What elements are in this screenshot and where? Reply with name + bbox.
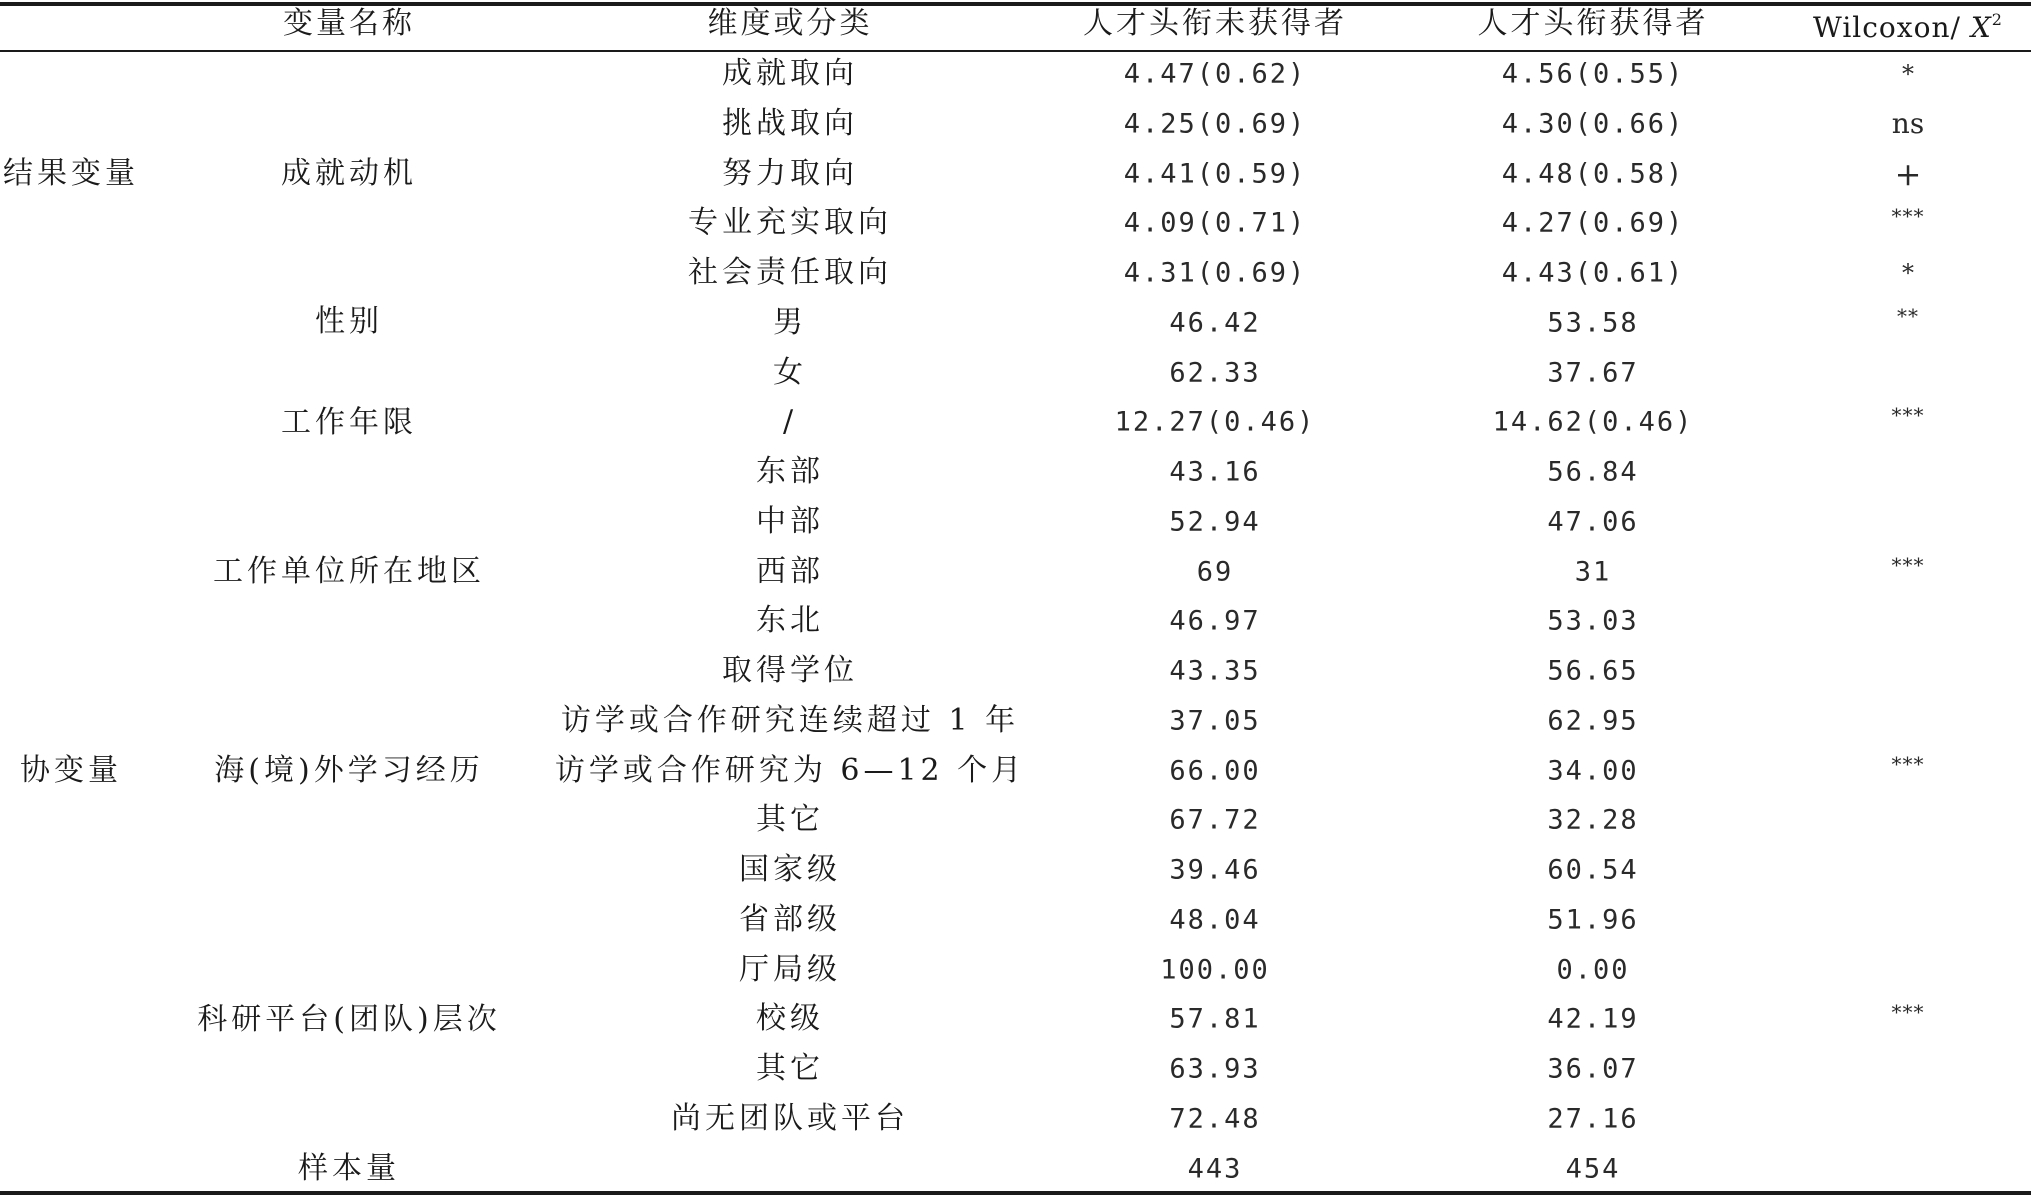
significance-cell: *** bbox=[1891, 552, 1925, 577]
obtained-cell: 60.54 bbox=[1547, 854, 1639, 886]
header-dimension: 维度或分类 bbox=[707, 6, 873, 41]
obtained-cell: 37.67 bbox=[1547, 357, 1639, 388]
significance-cell: ns bbox=[1891, 106, 1925, 140]
dimension-cell: 西部 bbox=[756, 553, 824, 589]
not-obtained-cell: 69 bbox=[1196, 556, 1234, 587]
not-obtained-cell: 43.35 bbox=[1169, 655, 1261, 687]
dimension-cell: 尚无团队或平台 bbox=[671, 1100, 909, 1136]
group-outcome: 结果变量 bbox=[3, 156, 139, 191]
not-obtained-cell: 72.48 bbox=[1169, 1103, 1261, 1135]
significance-cell: *** bbox=[1891, 751, 1925, 776]
variable-years: 工作年限 bbox=[281, 405, 417, 440]
significance-cell: *** bbox=[1891, 1000, 1925, 1025]
significance-cell: *** bbox=[1891, 403, 1925, 428]
dimension-cell: 厅局级 bbox=[739, 951, 841, 987]
not-obtained-cell: 67.72 bbox=[1169, 804, 1261, 836]
dimension-cell: 成就取向 bbox=[722, 56, 858, 91]
obtained-cell: 42.19 bbox=[1547, 1003, 1639, 1035]
dimension-cell: 访学或合作研究为 6—12 个月 bbox=[554, 752, 1026, 788]
dimension-cell: 其它 bbox=[756, 1051, 824, 1086]
obtained-cell: 32.28 bbox=[1547, 804, 1639, 836]
significance-cell: + bbox=[1894, 154, 1922, 193]
obtained-cell: 4.27(0.69) bbox=[1501, 207, 1685, 239]
header-variable: 变量名称 bbox=[283, 6, 415, 41]
significance-cell: *** bbox=[1891, 204, 1925, 229]
variable-achievement: 成就动机 bbox=[281, 156, 417, 191]
dimension-cell: 访学或合作研究连续超过 1 年 bbox=[560, 702, 1020, 738]
not-obtained-cell: 62.33 bbox=[1169, 357, 1261, 388]
dimension-cell: 取得学位 bbox=[722, 653, 858, 688]
dimension-cell: 努力取向 bbox=[722, 155, 858, 191]
obtained-cell: 4.43(0.61) bbox=[1501, 257, 1685, 289]
not-obtained-cell: 4.31(0.69) bbox=[1123, 257, 1307, 289]
table-bottom-rule bbox=[0, 1191, 2031, 1195]
not-obtained-cell: 46.97 bbox=[1169, 605, 1261, 637]
not-obtained-cell: 46.42 bbox=[1169, 307, 1261, 339]
not-obtained-cell: 39.46 bbox=[1169, 854, 1261, 886]
header-test bbox=[1813, 12, 2003, 42]
table-header-rule bbox=[0, 50, 2031, 52]
dimension-cell: 专业充实取向 bbox=[688, 205, 892, 241]
not-obtained-cell: 52.94 bbox=[1169, 506, 1261, 538]
variable-platform: 科研平台(团队)层次 bbox=[197, 1002, 501, 1037]
not-obtained-cell: 4.09(0.71) bbox=[1123, 207, 1307, 239]
group-covariate: 协变量 bbox=[20, 753, 122, 788]
not-obtained-cell: 48.04 bbox=[1169, 904, 1261, 936]
obtained-cell: 56.84 bbox=[1547, 456, 1639, 488]
obtained-cell: 4.48(0.58) bbox=[1501, 158, 1685, 189]
obtained-cell: 34.00 bbox=[1547, 755, 1639, 786]
not-obtained-cell: 63.93 bbox=[1169, 1053, 1261, 1085]
obtained-cell: 47.06 bbox=[1547, 506, 1639, 538]
dimension-cell: / bbox=[782, 404, 798, 440]
variable-overseas: 海(境)外学习经历 bbox=[214, 753, 484, 788]
header-test-label: Wilcoxon/ bbox=[1813, 11, 1961, 44]
header-not-obtained: 人才头衔未获得者 bbox=[1083, 6, 1347, 41]
not-obtained-cell: 43.16 bbox=[1169, 456, 1261, 488]
obtained-cell: 36.07 bbox=[1547, 1053, 1639, 1085]
variable-sample: 样本量 bbox=[298, 1151, 400, 1186]
header-test-sup: 2 bbox=[1991, 10, 2003, 29]
obtained-cell: 4.30(0.66) bbox=[1501, 108, 1685, 140]
obtained-cell: 4.56(0.55) bbox=[1501, 58, 1685, 90]
dimension-cell: 省部级 bbox=[739, 901, 841, 937]
significance-cell: * bbox=[1902, 259, 1914, 287]
header-test-symbol: X bbox=[1970, 11, 1992, 44]
dimension-cell: 校级 bbox=[756, 1001, 824, 1037]
not-obtained-cell: 4.25(0.69) bbox=[1123, 108, 1307, 140]
not-obtained-cell: 443 bbox=[1187, 1153, 1243, 1184]
significance-cell: ** bbox=[1897, 303, 1919, 328]
dimension-cell: 中部 bbox=[756, 503, 824, 539]
obtained-cell: 0.00 bbox=[1556, 954, 1630, 985]
obtained-cell: 454 bbox=[1565, 1153, 1621, 1184]
obtained-cell: 51.96 bbox=[1547, 904, 1639, 936]
obtained-cell: 62.95 bbox=[1547, 705, 1639, 737]
dimension-cell: 东部 bbox=[756, 454, 824, 489]
obtained-cell: 56.65 bbox=[1547, 655, 1639, 687]
dimension-cell: 东北 bbox=[756, 603, 824, 639]
not-obtained-cell: 4.41(0.59) bbox=[1123, 158, 1307, 189]
not-obtained-cell: 66.00 bbox=[1169, 755, 1261, 786]
dimension-cell: 女 bbox=[773, 354, 807, 390]
obtained-cell: 14.62(0.46) bbox=[1492, 406, 1694, 438]
dimension-cell: 男 bbox=[773, 304, 807, 340]
obtained-cell: 31 bbox=[1574, 556, 1612, 587]
header-obtained: 人才头衔获得者 bbox=[1477, 6, 1709, 41]
not-obtained-cell: 4.47(0.62) bbox=[1123, 58, 1307, 90]
obtained-cell: 27.16 bbox=[1547, 1103, 1639, 1135]
not-obtained-cell: 100.00 bbox=[1160, 954, 1270, 985]
obtained-cell: 53.03 bbox=[1547, 605, 1639, 637]
dimension-cell: 社会责任取向 bbox=[688, 255, 892, 290]
dimension-cell: 国家级 bbox=[739, 852, 841, 887]
variable-region: 工作单位所在地区 bbox=[213, 554, 485, 589]
not-obtained-cell: 37.05 bbox=[1169, 705, 1261, 737]
variable-gender: 性别 bbox=[315, 304, 383, 339]
significance-cell: * bbox=[1902, 60, 1914, 88]
obtained-cell: 53.58 bbox=[1547, 307, 1639, 339]
not-obtained-cell: 12.27(0.46) bbox=[1114, 406, 1316, 438]
dimension-cell: 挑战取向 bbox=[722, 105, 858, 141]
dimension-cell: 其它 bbox=[756, 802, 824, 838]
not-obtained-cell: 57.81 bbox=[1169, 1003, 1261, 1035]
